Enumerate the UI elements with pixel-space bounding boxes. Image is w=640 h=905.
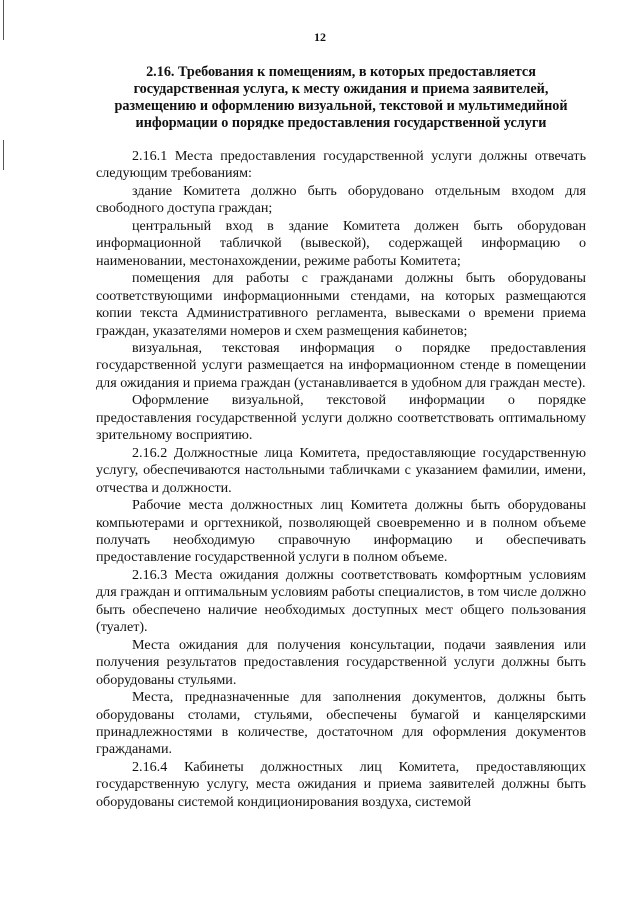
paragraph: здание Комитета должно быть оборудовано отдельным входом для свободного доступа граждан; [96,182,586,217]
section-heading: 2.16. Требования к помещениям, в которых предоставляется государственная услуга, к месту ожидания и приема заявителей, размещению и оформлению визуальной, текстовой и мультимедийной информации о порядке предоставления государственной услуги [114,64,568,131]
section-body [96,148,586,811]
paragraph: Рабочие места должностных лиц Комитета должны быть оборудованы компьютерами и оргтехникой, позволяющей своевременно и в полном объеме получать необходимую справочную информацию и обеспечивать предоставление государственной услуги в полном объеме. [96,497,586,566]
page-number: 12 [314,30,326,44]
paragraph: Места ожидания для получения консультации, подачи заявления или получения результатов предоставления государственной услуги должны быть оборудованы стульями. [96,636,586,688]
paragraph: центральный вход в здание Комитета должен быть оборудован информационной табличкой (вывеской), содержащей информацию о наименовании, местонахождении, режиме работы Комитета; [96,217,586,269]
paragraph: 2.16.2 Должностные лица Комитета, предоставляющие государственную услугу, обеспечиваются настольными табличками с указанием фамилии, имени, отчества и должности. [96,444,586,496]
paragraph: помещения для работы с гражданами должны быть оборудованы соответствующими информационными стендами, на которых размещаются копии текста Административного регламента, вывесками о времени приема граждан, указателями номеров и схем размещения кабинетов; [96,270,586,339]
scan-edge-mark [3,140,4,170]
paragraph: 2.16.3 Места ожидания должны соответствовать комфортным условиям для граждан и оптимальным условиям работы специалистов, в том числе должно быть обеспечено наличие необходимых доступных мест общего пользования (туалет). [96,566,586,636]
paragraph: Оформление визуальной, текстовой информации о порядке предоставления государственной услуги должно соответствовать оптимальному зрительному восприятию. [96,392,586,444]
paragraph: Места, предназначенные для заполнения документов, должны быть оборудованы столами, стульями, обеспечены бумагой и канцелярскими принадлежностями в количестве, достаточном для оформления документов гражданами. [96,689,586,758]
paragraph: визуальная, текстовая информация о порядке предоставления государственной услуги размещается на информационном стенде в помещении для ожидания и приема граждан (устанавливается в удобном для граждан месте). [96,339,586,391]
paragraph: 2.16.1 Места предоставления государственной услуги должны отвечать следующим требованиям: [96,148,586,182]
paragraph: 2.16.4 Кабинеты должностных лиц Комитета, предоставляющих государственную услугу, места ожидания и приема заявителей должны быть оборудованы системой кондиционирования воздуха, системой [96,758,586,810]
